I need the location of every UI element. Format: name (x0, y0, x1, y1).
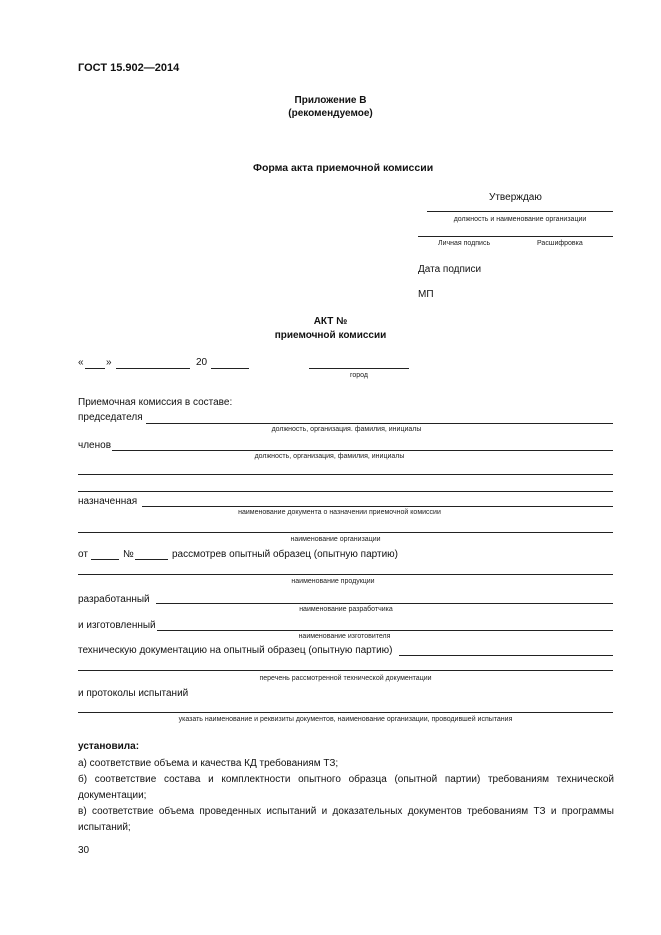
month-line (116, 368, 190, 369)
chairman-caption: должность, организация. фамилия, инициалы (271, 426, 422, 433)
developer-line (156, 603, 613, 604)
commission-intro: Приемочная комиссия в составе: (78, 397, 233, 408)
city-line (309, 368, 409, 369)
manufacturer-line (157, 630, 613, 631)
position-caption: должность и наименование организации (453, 216, 587, 223)
appendix-title: Приложение В (294, 95, 367, 106)
members-label: членов (78, 440, 112, 451)
appointed-caption: наименование документа о назначении приемочной комиссии (238, 509, 441, 516)
manufacturer-caption: наименование изготовителя (298, 633, 391, 640)
protocols-caption: указать наименование и реквизиты документов, наименование организации, проводившей испытания (178, 716, 513, 723)
techdoc-line-2 (78, 670, 613, 671)
appendix-subtitle: (рекомендуемое) (288, 108, 373, 119)
members-line (112, 450, 613, 451)
decoding-caption: Расшифровка (537, 240, 583, 247)
signature-line (418, 236, 613, 237)
appointed-line (142, 506, 613, 507)
close-quote: » (106, 357, 112, 368)
form-title: Форма акта приемочной комиссии (253, 162, 434, 174)
year-line (211, 368, 249, 369)
organization-line (78, 532, 613, 533)
protocols-label: и протоколы испытаний (78, 688, 189, 699)
techdoc-caption: перечень рассмотренной технической документации (259, 675, 432, 682)
organization-caption: наименование организации (290, 536, 381, 543)
chairman-label: председателя (78, 412, 143, 423)
techdoc-label: техническую документацию на опытный образец (опытную партию) (78, 645, 393, 656)
position-line (427, 211, 613, 212)
appointed-label: назначенная (78, 496, 138, 507)
finding-c: в) соответствие объема проведенных испытаний и доказательных документов требованиям ТЗ и программы испытаний; (78, 806, 614, 833)
manufactured-label: и изготовленный (78, 620, 156, 631)
approve-label: Утверждаю (489, 192, 542, 203)
city-caption: город (349, 372, 368, 379)
signature-caption: Личная подпись (438, 240, 491, 247)
members-line-3 (78, 491, 613, 492)
findings-heading: установила: (78, 741, 140, 752)
developer-caption: наименование разработчика (299, 606, 393, 613)
page-number: 30 (78, 845, 90, 856)
reviewed-text: рассмотрев опытный образец (опытную партию) (172, 549, 398, 560)
seal-label: МП (418, 289, 434, 300)
act-subtitle: приемочной комиссии (274, 330, 387, 341)
open-quote: « (78, 357, 84, 368)
from-date-line (91, 559, 119, 560)
day-line (85, 368, 105, 369)
protocols-line (78, 712, 613, 713)
techdoc-line-1 (399, 655, 613, 656)
product-line (78, 574, 613, 575)
year-prefix: 20 (196, 357, 208, 368)
from-label: от (78, 549, 88, 560)
chairman-line (146, 423, 613, 424)
finding-a: а) соответствие объема и качества КД требованиям ТЗ; (78, 758, 339, 769)
finding-b: б) соответствие состава и комплектности опытного образца (опытной партии) требованиям технической документации; (78, 774, 614, 801)
date-label: Дата подписи (418, 264, 482, 275)
developed-label: разработанный (78, 594, 150, 605)
number-label: № (123, 549, 134, 560)
number-line (135, 559, 168, 560)
act-title: АКТ № (313, 316, 348, 327)
product-caption: наименование продукции (291, 578, 375, 585)
members-caption: должность, организация, фамилия, инициалы (254, 453, 405, 460)
standard-designation: ГОСТ 15.902—2014 (78, 62, 180, 74)
members-line-2 (78, 474, 613, 475)
